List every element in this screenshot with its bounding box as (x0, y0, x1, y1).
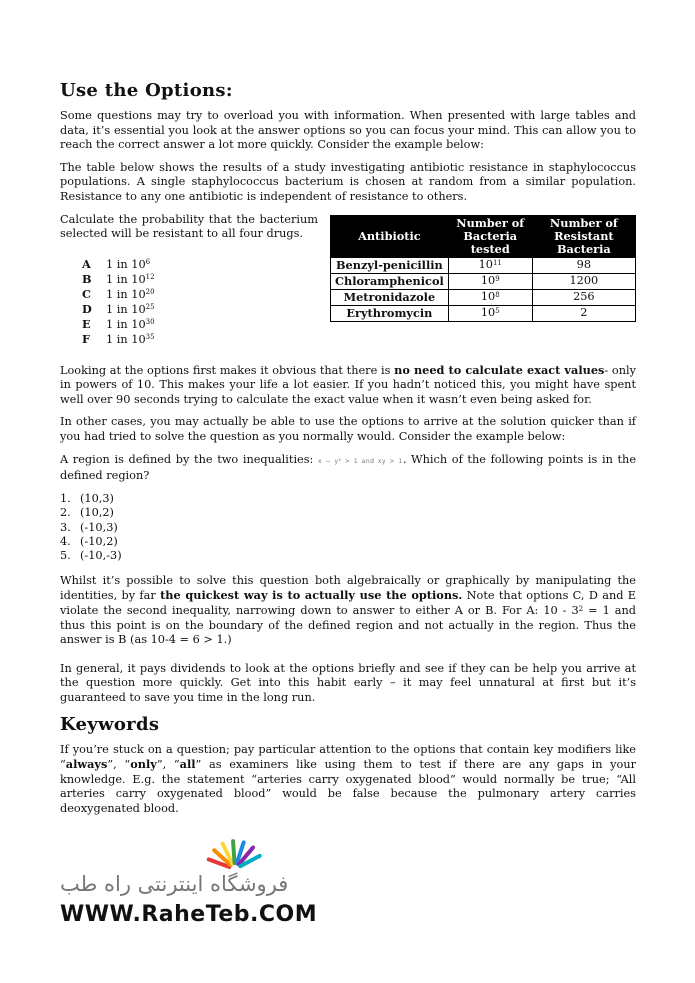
cell-resistant: 1200 (532, 273, 635, 289)
logo-persian-text: فروشگاه اینترنتی راه طب (60, 872, 289, 896)
cell-tested: $10^9$ (448, 273, 532, 289)
intro-paragraph: Some questions may try to overload you with information. When presented with large tables and data, it’s essential you look at the answer options so you can focus your mind. This can allow you to reach the correct answer a lot more quickly. Consider the example below: (60, 109, 636, 152)
option-key: F (82, 331, 91, 346)
points-list (60, 492, 636, 564)
list-item: 3. (-10,3) (60, 520, 118, 534)
para5-text-b: Note that options C, D and E violate the second inequality, narrowing down to answer to either A or B. For A: 10 - 3 (60, 589, 637, 617)
cell-drug: Chloramphenicol (331, 273, 449, 289)
study-paragraph: The table below shows the results of a study investigating antibiotic resistance in staphylococcus populations. A single staphylococcus bacterium is chosen at random from a similar population. Resistance to any one antibiotic is independent of resistance to others. (60, 160, 636, 203)
option-key: A (82, 256, 91, 271)
table-row (331, 289, 636, 305)
table-header-tested: Number of Bacteria tested (448, 215, 532, 257)
answer-option (82, 302, 155, 317)
para5-text-a: Whilst it’s possible to solve this question both algebraically or graphically by manipulating the identities, by far (60, 573, 636, 603)
cell-tested: $10^{11}$ (448, 257, 532, 273)
kw-text-d: ” as examiners like using them to test if there are any gaps in your knowledge. E.g. the statement “arteries carry oxygenated blood” would normally be true; “All arteries carry oxygenated blood” would be false because the pulmonary artery carries deoxygenated blood. (60, 758, 637, 815)
option-key: C (82, 286, 91, 301)
list-item: 2. (10,2) (60, 506, 114, 520)
para3-bold: no need to calculate exact values (394, 362, 605, 377)
region-text-a: A region is defined by the two inequalities: (60, 452, 318, 466)
logo-ray (233, 841, 235, 863)
logo-ray (237, 842, 244, 863)
answer-option (82, 317, 155, 332)
region-question (60, 453, 636, 484)
table-header-resistant: Number of Resistant Bacteria (532, 215, 635, 257)
table-header-antibiotic: Antibiotic (331, 215, 449, 257)
cell-drug: Metronidazole (331, 289, 449, 305)
logo-ray (240, 856, 259, 866)
para5-text-c: = 1 and thus this point is on the boundary of the defined region and not actually in the region. Thus the answer is B (as 10-4 = 6 > 1.) (60, 603, 636, 647)
option-value: 1 in $10^{35}$ (106, 332, 155, 346)
table-row (331, 273, 636, 289)
answer-options (82, 257, 155, 347)
option-key: E (82, 316, 91, 331)
logo-ray (239, 848, 253, 865)
para3-text-b: - only in powers of 10. This makes your life a lot easier. If you hadn’t noticed this, you might have spent well over 90 seconds trying to calculate the exact value when it wasn’t even being asked for. (60, 363, 636, 406)
cell-resistant: 256 (532, 289, 635, 305)
logo-ray (209, 859, 230, 867)
other-cases-paragraph: In other cases, you may actually be able to use the options to arrive at the solution quicker than if you had tried to solve the question as you normally would. Consider the example below: (60, 415, 636, 443)
general-advice-paragraph: In general, it pays dividends to look at the options briefly and see if they can be help you arrive at the question more quickly. Get into this habit early – it may feel unnatural at first but it’s guaranteed to save you time in the long run. (60, 661, 636, 704)
answer-option (82, 332, 155, 347)
kw-text-a: If you’re stuck on a question; pay particular attention to the options that contain key modifiers like “ (60, 742, 636, 772)
para3-text-a: Looking at the options first makes it obvious that there is (60, 363, 395, 377)
kw-text-b: ”, “ (107, 758, 131, 772)
option-value: 1 in $10^{12}$ (106, 272, 155, 286)
option-value: 1 in $10^{25}$ (106, 302, 155, 316)
answer-option (82, 287, 155, 302)
solution-paragraph (60, 574, 636, 648)
calc-question: Calculate the probability that the bacterium selected will be resistant to all four drugs. (60, 212, 318, 241)
option-value: 1 in $10^{30}$ (106, 317, 155, 331)
cell-resistant: 2 (532, 305, 635, 321)
para5-bold: the quickest way is to actually use the options. (160, 588, 463, 603)
cell-tested: $10^5$ (448, 305, 532, 321)
logo-website-text: WWW.RaheTeb.COM (60, 902, 318, 927)
option-value: 1 in $10^{20}$ (106, 287, 155, 301)
options-insight-paragraph (60, 363, 636, 408)
cell-drug: Erythromycin (331, 305, 449, 321)
kw-text-c: ”, “ (156, 758, 180, 772)
answer-option (82, 272, 155, 287)
section-title-keywords: Keywords (60, 713, 160, 735)
table-row (331, 257, 636, 273)
inequalities-image: x − y² > 1 and xy > 1 (318, 457, 403, 465)
answer-option (82, 257, 155, 272)
logo-ray (214, 850, 230, 865)
option-value: 1 in $10^6$ (106, 257, 151, 271)
cell-tested: $10^8$ (448, 289, 532, 305)
cell-drug: Benzyl-penicillin (331, 257, 449, 273)
section-title-options: Use the Options: (60, 80, 233, 101)
kw-all: all (179, 757, 196, 772)
kw-always: always (65, 757, 108, 772)
list-item: 5. (-10,-3) (60, 549, 122, 563)
option-key: B (82, 271, 92, 286)
page-content (60, 80, 636, 824)
keywords-paragraph (60, 743, 636, 817)
question-block (60, 213, 636, 363)
region-text-b: . Which of the following points is in the defined region? (60, 452, 637, 483)
list-item: 4. (-10,2) (60, 534, 118, 548)
kw-only: only (130, 757, 157, 772)
option-key: D (82, 301, 92, 316)
para5-sup: 2 (578, 604, 584, 613)
list-item: 1. (10,3) (60, 491, 114, 505)
antibiotic-table (330, 215, 636, 322)
table-row (331, 305, 636, 321)
cell-resistant: 98 (532, 257, 635, 273)
logo-ray (223, 844, 233, 864)
